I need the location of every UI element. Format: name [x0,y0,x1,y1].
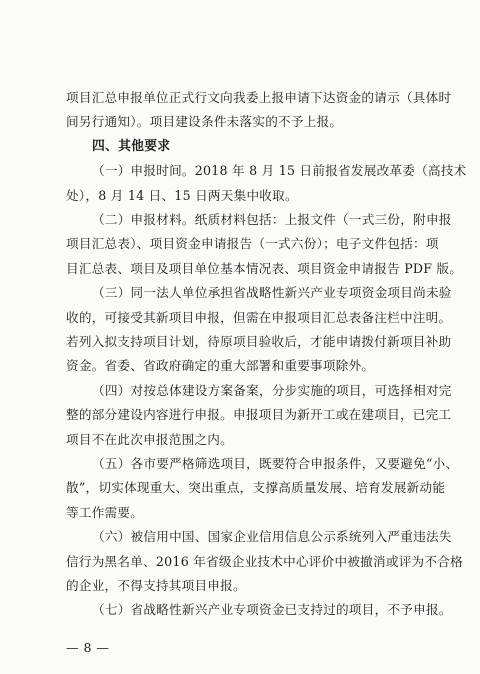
body-line: （二）申报材料。纸质材料包括：上报文件（一式三份，附申报 [92,212,452,227]
body-line: 间另行通知）。项目建设条件未落实的不予上报。 [66,114,343,130]
body-line: 等工作需要。 [66,504,144,520]
body-line: 目汇总表、项目及项目单位基本情况表、项目资金申请报告 PDF 版。 [66,260,463,276]
section-heading: 四、其他要求 [92,138,171,154]
body-line: 项目汇总申报单位正式行文向我委上报申请下达资金的请示（具体时 [66,90,452,105]
body-line: 项目汇总表）、项目资金申请报告（一式六份）；电子文件包括：项 [66,236,439,252]
body-line: 资金。省委、省政府确定的重大部署和重要事项除外。 [66,358,375,374]
body-line: （五）各市要严格筛选项目，既要符合申报条件，又要避免“小、 [92,456,459,471]
body-line: 散”，切实体现重大、突出重点，支撑高质量发展、培育发展新动能 [66,480,446,496]
body-line: （四）对按总体建设方案备案，分步实施的项目，可选择相对完 [92,382,452,398]
body-line: 整的部分建设内容进行申报。申报项目为新开工或在建项目，已完工 [66,407,452,423]
body-line: 处），8 月 14 日、15 日两天集中收取。 [66,187,298,203]
body-line: 项目不在此次申报范围之内。 [66,431,233,447]
body-line: （六）被信用中国、国家企业信用信息公示系统列入严重违法失 [92,529,452,545]
body-line: （七）省战略性新兴产业专项资金已支持过的项目，不予申报。 [92,602,452,618]
page-number: — 8 — [66,640,110,655]
body-line: 收的，可接受其新项目申报，但需在申报项目汇总表备注栏中注明。 [66,309,452,325]
body-line: （三）同一法人单位承担省战略性新兴产业专项资金项目尚未验 [92,285,452,301]
body-line: 的企业，不得支持其项目申报。 [66,578,246,593]
body-line: 信行为黑名单、2016 年省级企业技术中心评价中被撤消或评为不合格 [66,553,463,569]
body-line: （一）申报时间。2018 年 8 月 15 日前报省发展改革委（高技术 [92,163,467,179]
body-line: 若列入拟支持项目计划，待原项目验收后，才能申请拨付新项目补助 [66,334,452,349]
